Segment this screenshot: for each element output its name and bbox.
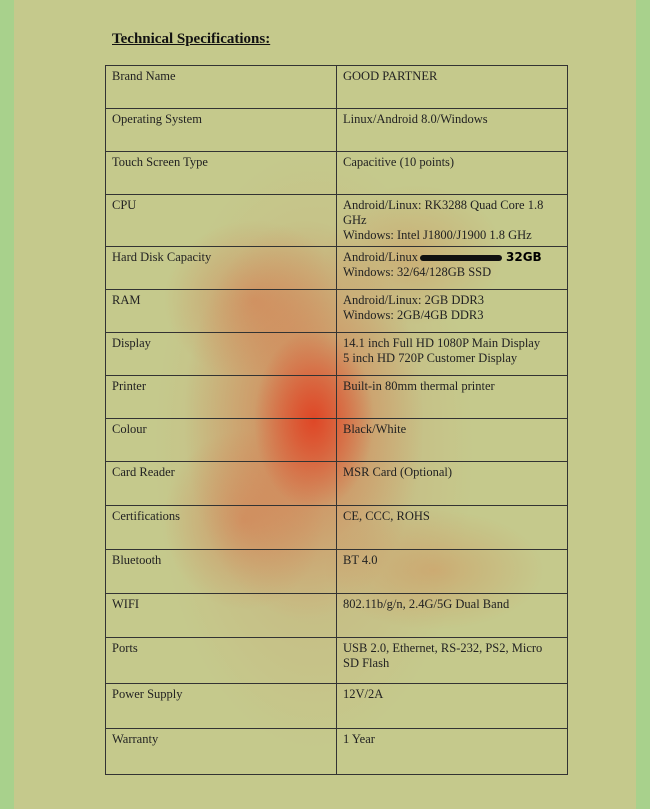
specifications-table-body: [106, 66, 568, 775]
spec-value-line: [343, 379, 561, 394]
spec-value-line: [343, 641, 561, 671]
spec-value: [337, 333, 568, 376]
spec-value-text: Built-in 80mm thermal printer: [343, 379, 495, 393]
spec-label: Hard Disk Capacity: [106, 247, 337, 290]
table-row: [106, 195, 568, 247]
table-row: [106, 290, 568, 333]
spec-value-line: [343, 597, 561, 612]
table-row: [106, 376, 568, 419]
spec-value-text: Windows: 2GB/4GB DDR3: [343, 308, 484, 322]
spec-value: [337, 290, 568, 333]
spec-value-line: [343, 687, 561, 702]
spec-value-text: Android/Linux: [343, 250, 418, 264]
spec-value-line: [343, 308, 561, 323]
spec-label: Display: [106, 333, 337, 376]
spec-value-text: Android/Linux: 2GB DDR3: [343, 293, 484, 307]
spec-value-text: 1 Year: [343, 732, 375, 746]
spec-value: [337, 109, 568, 152]
table-row: [106, 638, 568, 684]
spec-label: CPU: [106, 195, 337, 247]
table-row: [106, 550, 568, 594]
spec-label: Card Reader: [106, 462, 337, 506]
spec-value-line: [343, 293, 561, 308]
spec-value-line: [343, 155, 561, 170]
page-title: Technical Specifications:: [112, 31, 271, 47]
spec-value-text: MSR Card (Optional): [343, 465, 453, 479]
spec-label: Ports: [106, 638, 337, 684]
spec-value-text: Linux/Android 8.0/Windows: [343, 112, 488, 126]
handwritten-annotation: 32GB: [506, 250, 542, 264]
table-row: [106, 506, 568, 550]
spec-value: [337, 594, 568, 638]
table-row: [106, 462, 568, 506]
spec-value: [337, 376, 568, 419]
spec-value-line: [343, 465, 561, 480]
spec-label: Certifications: [106, 506, 337, 550]
spec-label: Power Supply: [106, 684, 337, 729]
spec-value-text: GOOD PARTNER: [343, 69, 438, 83]
table-row: [106, 109, 568, 152]
spec-value: [337, 152, 568, 195]
spec-value-text: USB 2.0, Ethernet, RS-232, PS2, Micro SD Flash: [343, 641, 543, 670]
spec-value-text: 802.11b/g/n, 2.4G/5G Dual Band: [343, 597, 510, 611]
spec-value: [337, 462, 568, 506]
spec-value-text: Android/Linux: RK3288 Quad Core 1.8 GHz: [343, 198, 544, 227]
spec-value-line: [343, 69, 561, 84]
spec-value-line: [343, 250, 561, 265]
table-row: [106, 594, 568, 638]
spec-value-text: Windows: 32/64/128GB SSD: [343, 265, 492, 279]
table-row: [106, 684, 568, 729]
redaction-scribble: [420, 255, 502, 261]
spec-value-line: [343, 351, 561, 366]
table-row: [106, 729, 568, 775]
table-row: [106, 419, 568, 462]
spec-value-text: Windows: Intel J1800/J1900 1.8 GHz: [343, 228, 532, 242]
spec-value-text: 5 inch HD 720P Customer Display: [343, 351, 518, 365]
specifications-table: [105, 65, 568, 775]
spec-label: Operating System: [106, 109, 337, 152]
spec-value-line: [343, 198, 561, 228]
spec-value-text: BT 4.0: [343, 553, 378, 567]
spec-value: [337, 638, 568, 684]
spec-label: RAM: [106, 290, 337, 333]
spec-value-text: 14.1 inch Full HD 1080P Main Display: [343, 336, 541, 350]
table-row: [106, 247, 568, 290]
spec-value: [337, 729, 568, 775]
spec-value-line: [343, 422, 561, 437]
spec-label: Colour: [106, 419, 337, 462]
spec-value: [337, 419, 568, 462]
spec-value-line: [343, 265, 561, 280]
spec-value-line: [343, 509, 561, 524]
spec-value-line: [343, 553, 561, 568]
spec-value-line: [343, 336, 561, 351]
spec-value-text: 12V/2A: [343, 687, 384, 701]
spec-value: [337, 66, 568, 109]
spec-label: Touch Screen Type: [106, 152, 337, 195]
spec-value-text: CE, CCC, ROHS: [343, 509, 430, 523]
spec-label: Warranty: [106, 729, 337, 775]
document-page: [14, 0, 636, 809]
spec-value: [337, 247, 568, 290]
spec-value: [337, 684, 568, 729]
spec-value: [337, 195, 568, 247]
spec-value-line: [343, 228, 561, 243]
table-row: [106, 333, 568, 376]
spec-value: [337, 550, 568, 594]
table-row: [106, 152, 568, 195]
spec-value-line: [343, 112, 561, 127]
table-row: [106, 66, 568, 109]
spec-label: WIFI: [106, 594, 337, 638]
spec-value: [337, 506, 568, 550]
spec-label: Printer: [106, 376, 337, 419]
spec-value-line: [343, 732, 561, 747]
spec-value-text: Capacitive (10 points): [343, 155, 455, 169]
spec-label: Brand Name: [106, 66, 337, 109]
spec-value-text: Black/White: [343, 422, 407, 436]
spec-label: Bluetooth: [106, 550, 337, 594]
